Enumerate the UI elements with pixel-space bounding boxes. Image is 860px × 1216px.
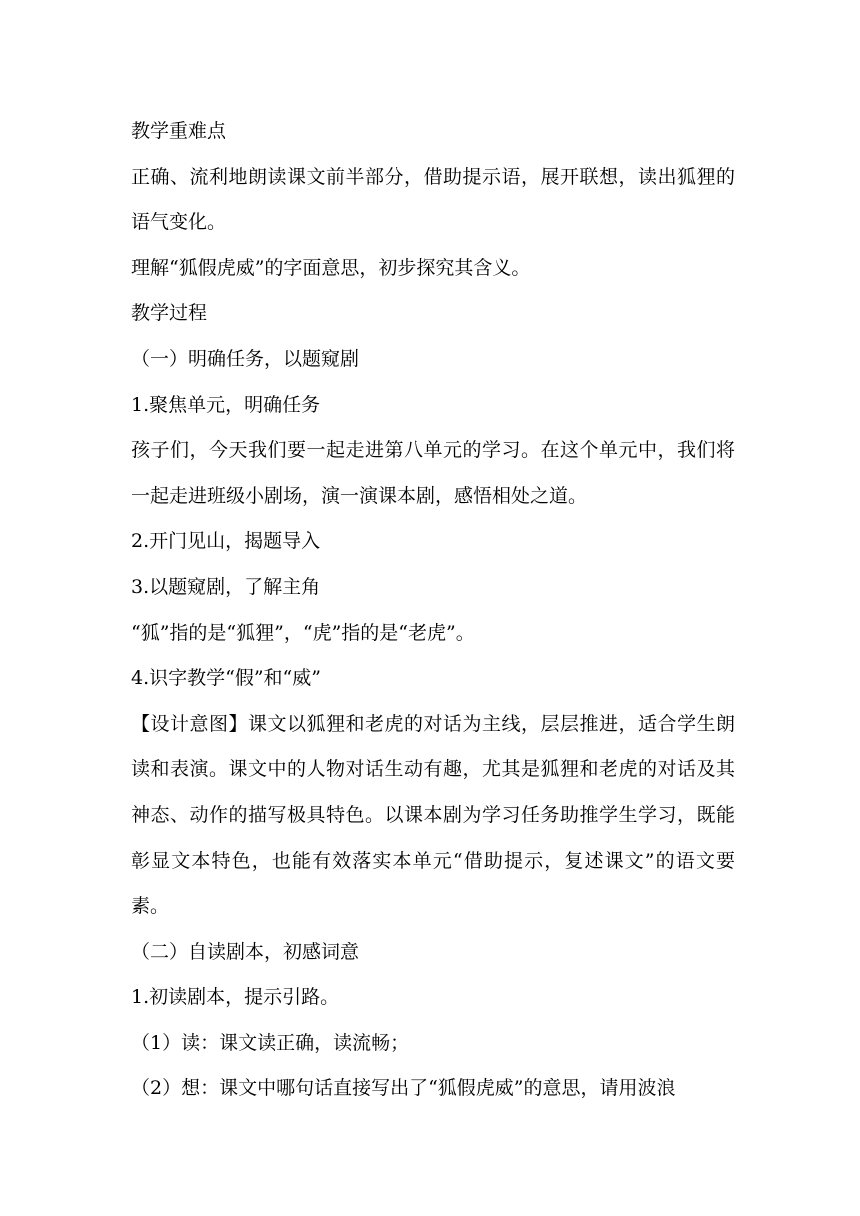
list-item-step-2: 2.开门见山，揭题导入: [131, 530, 321, 553]
paragraph-reading-goal: 正确、流利地朗读课文前半部分，借助提示语，展开联想，读出狐狸的语气变化。: [131, 165, 735, 234]
subheading-part-two: （二）自读剧本，初感词意: [131, 940, 360, 963]
list-item-read-task: （1）读：课文读正确，读流畅；: [131, 1031, 410, 1054]
paragraph-design-intent: 【设计意图】课文以狐狸和老虎的对话为主线，层层推进，适合学生朗读和表演。课文中的人物对话生动有趣，尤其是狐狸和老虎的对话及其神态、动作的描写极具特色。以课本剧为学习任务助推学生学习，既能彰显文本特色，也能有效落实本单元“借助提示，复述课文”的语文要素。: [131, 712, 735, 918]
paragraph-meaning-goal: 理解“狐假虎威”的字面意思，初步探究其含义。: [131, 256, 531, 279]
paragraph-unit-intro: 孩子们，今天我们要一起走进第八单元的学习。在这个单元中，我们将一起走进班级小剧场，演一演课本剧，感悟相处之道。: [131, 439, 735, 507]
list-item-reading-step: 1.初读剧本，提示引路。: [131, 986, 340, 1009]
list-item-think-task: （2）想：课文中哪句话直接写出了“狐假虎威”的意思，请用波浪: [131, 1077, 676, 1100]
document-content: [131, 109, 735, 1112]
list-item-step-3: 3.以题窥剧，了解主角: [131, 575, 321, 598]
section-heading-process: 教学过程: [131, 302, 208, 325]
paragraph-character-meaning: “狐”指的是“狐狸”，“虎”指的是“老虎”。: [131, 621, 475, 644]
section-heading-key-points: 教学重难点: [131, 120, 227, 142]
list-item-step-4: 4.识字教学“假”和“威”: [131, 667, 321, 690]
list-item-step-1: 1.聚焦单元，明确任务: [131, 393, 321, 416]
subheading-part-one: （一）明确任务，以题窥剧: [131, 347, 360, 370]
